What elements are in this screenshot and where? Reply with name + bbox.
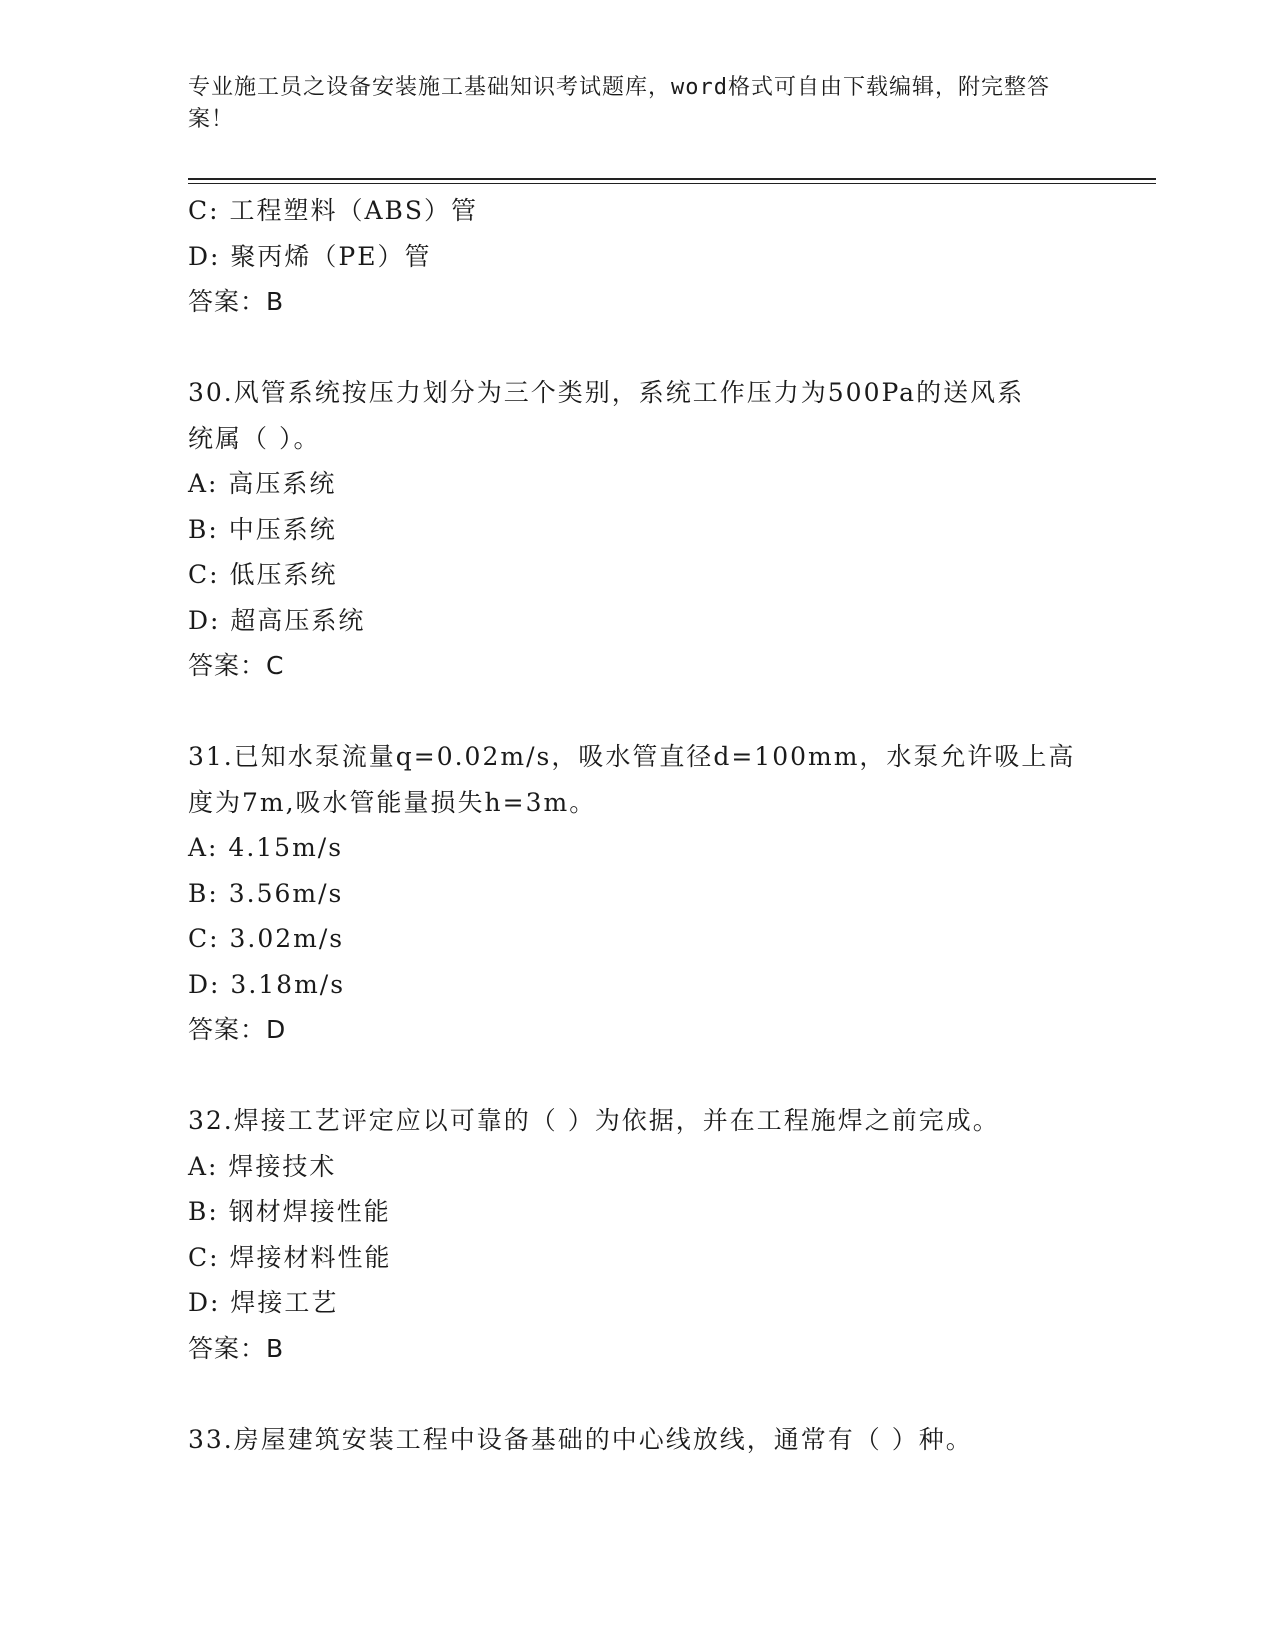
- question-stem-cont: 统属（ ）。: [188, 423, 321, 453]
- answer-line: 答案：B: [188, 287, 285, 316]
- answer-line: 答案：C: [188, 651, 285, 680]
- option-c: C: 3.02m/s: [188, 924, 345, 953]
- option-a: A: 4.15m/s: [188, 833, 344, 862]
- option-b: B: 3.56m/s: [188, 878, 344, 908]
- option-a: A: 高压系统: [188, 469, 337, 498]
- option-a: A: 焊接技术: [188, 1151, 337, 1181]
- question-30: [188, 370, 1088, 689]
- spacer: [188, 325, 1088, 371]
- spacer: [188, 1371, 1088, 1417]
- option-d: D: 聚丙烯（PE）管: [188, 241, 432, 271]
- header-divider-thick: [188, 178, 1156, 180]
- question-content: [188, 188, 1088, 1462]
- option-b: B: 钢材焊接性能: [188, 1197, 391, 1226]
- option-c: C: 低压系统: [188, 560, 338, 589]
- question-31: [188, 734, 1088, 1053]
- question-stem-cont: 度为7m,吸水管能量损失h=3m。: [188, 787, 597, 817]
- question-stem: 33.房屋建筑安装工程中设备基础的中心线放线，通常有（ ）种。: [188, 1424, 973, 1454]
- option-d: D: 3.18m/s: [188, 969, 346, 999]
- answer-line: 答案：B: [188, 1333, 285, 1363]
- question-32: [188, 1098, 1088, 1371]
- spacer: [188, 1053, 1088, 1099]
- question-stem: 31.已知水泵流量q=0.02m/s，吸水管直径d=100mm，水泵允许吸上高: [188, 742, 1076, 771]
- option-d: D: 焊接工艺: [188, 1288, 339, 1317]
- option-c: C: 焊接材料性能: [188, 1242, 392, 1272]
- answer-line: 答案：D: [188, 1015, 287, 1044]
- question-stem: 30.风管系统按压力划分为三个类别，系统工作压力为500Pa的送风系: [188, 378, 1025, 407]
- option-c: C: 工程塑料（ABS）管: [188, 196, 479, 225]
- header-divider-thin: [188, 183, 1156, 184]
- prev-question-block: [188, 188, 1088, 325]
- spacer: [188, 689, 1088, 735]
- question-stem: 32.焊接工艺评定应以可靠的（ ）为依据，并在工程施焊之前完成。: [188, 1106, 1000, 1135]
- option-b: B: 中压系统: [188, 514, 337, 544]
- question-33: [188, 1417, 1088, 1463]
- document-header: 专业施工员之设备安装施工基础知识考试题库，word格式可自由下载编辑，附完整答案！: [188, 75, 1050, 132]
- option-d: D: 超高压系统: [188, 605, 366, 635]
